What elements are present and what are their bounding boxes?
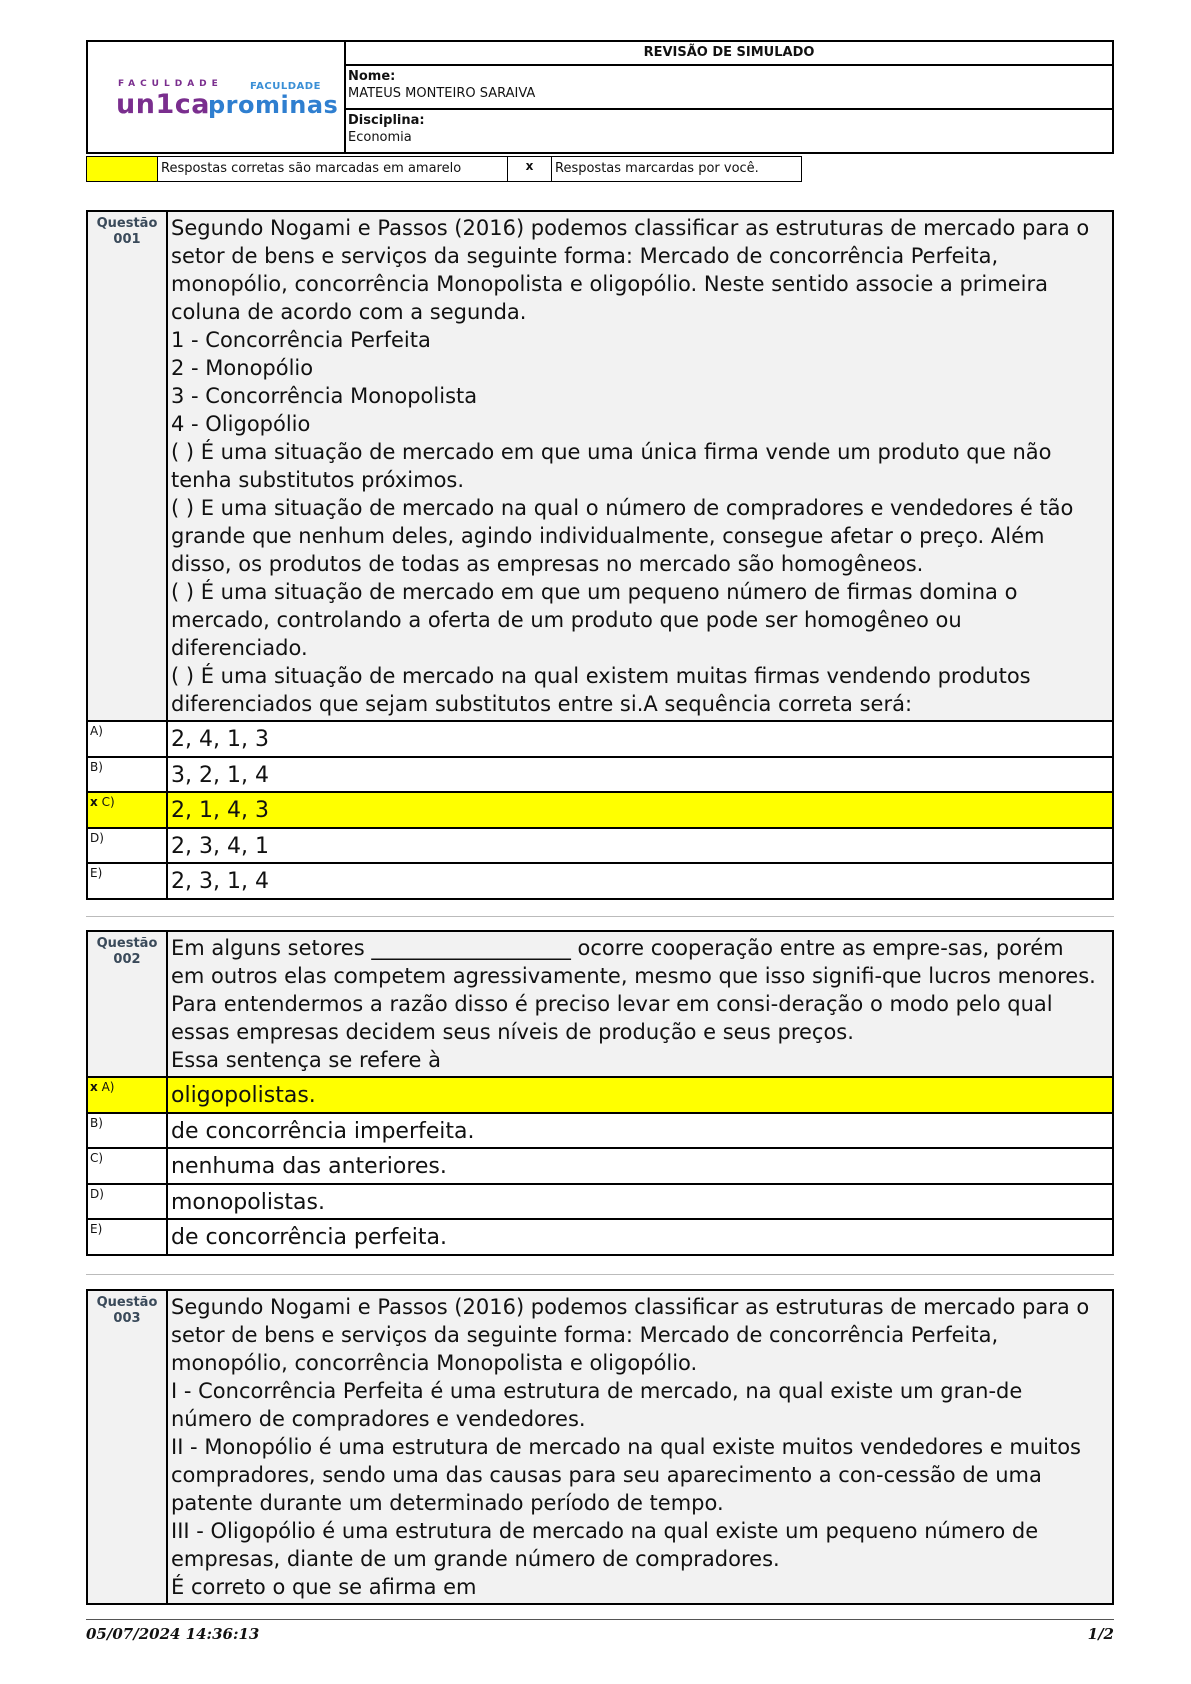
question-003 (86, 1289, 1114, 1605)
footer-page-number: 1/2 (1087, 1625, 1114, 1643)
option-letter (88, 1149, 168, 1183)
option-letter (88, 1185, 168, 1219)
question-number (88, 932, 168, 1076)
logo-unica-text: un1ca (116, 89, 210, 120)
question-number (88, 212, 168, 720)
question-line: Segundo Nogami e Passos (2016) podemos classificar as estruturas de mercado para o (171, 1295, 1090, 1319)
option-letter (88, 829, 168, 863)
question-header (88, 932, 1112, 1076)
question-line: 3 - Concorrência Monopolista (171, 384, 478, 408)
legend-yours-text: Respostas marcardas por você. (552, 156, 802, 182)
answer-legend (86, 156, 802, 182)
question-header (88, 212, 1112, 720)
logo-faculdade-text: FACULDADE (118, 79, 223, 89)
question-label: Questão (96, 1295, 158, 1310)
option-letter-text: D) (90, 1186, 104, 1201)
option-text: nenhuma das anteriores. (171, 1154, 447, 1180)
discipline-row (346, 108, 1112, 152)
question-line: grande que nenhum deles, agindo individualmente, consegue afetar o preço. Além (171, 524, 1045, 548)
option-text: oligopolistas. (171, 1083, 316, 1108)
option-letter-text: D) (90, 830, 104, 845)
option-letter (88, 758, 168, 792)
question-line: setor de bens e serviços da seguinte forma: Mercado de concorrência Perfeita, (171, 244, 999, 268)
selected-mark: x (90, 1080, 98, 1094)
question-text (168, 932, 1112, 1076)
option-d[interactable] (88, 827, 1112, 863)
question-number-value: 003 (113, 1311, 141, 1326)
question-line: ( ) É uma situação de mercado em que um pequeno número de firmas domina o (171, 580, 1018, 604)
option-c[interactable] (88, 1147, 1112, 1183)
legend-marker: x (508, 156, 552, 182)
question-line: diferenciado. (171, 636, 308, 660)
legend-yellow-swatch (86, 156, 158, 182)
question-002 (86, 930, 1114, 1256)
option-letter (88, 1114, 168, 1148)
option-text: 3, 2, 1, 4 (171, 762, 269, 788)
option-letter-text: E) (90, 866, 103, 881)
option-text: 2, 4, 1, 3 (171, 727, 269, 752)
question-line: diferenciados que sejam substitutos entre si.A sequência correta será: (171, 692, 913, 716)
question-divider (86, 1274, 1114, 1275)
option-letter-text: A) (101, 1080, 115, 1094)
legend-correct-text: Respostas corretas são marcadas em amarelo (158, 156, 508, 182)
option-letter-text: C) (90, 1151, 104, 1166)
question-line: em outros elas competem agressivamente, mesmo que isso signifi-que lucros menores. (171, 964, 1096, 988)
option-letter (88, 1078, 168, 1112)
question-line: monopólio, concorrência Monopolista e oligopólio. (171, 1351, 698, 1375)
question-line: Essa sentença se refere à (171, 1048, 441, 1072)
option-c[interactable] (88, 791, 1112, 827)
question-label: Questão (96, 216, 158, 231)
name-label: Nome: (348, 69, 396, 84)
question-text (168, 1291, 1112, 1603)
option-e[interactable] (88, 1218, 1112, 1254)
question-number-value: 002 (113, 952, 141, 967)
question-line: Segundo Nogami e Passos (2016) podemos classificar as estruturas de mercado para o (171, 216, 1090, 240)
question-line: 1 - Concorrência Perfeita (171, 328, 431, 352)
name-value: MATEUS MONTEIRO SARAIVA (348, 86, 536, 101)
logo-prominas-text: prominas (208, 91, 339, 119)
option-a[interactable] (88, 1076, 1112, 1112)
option-text: de concorrência imperfeita. (171, 1118, 475, 1144)
option-b[interactable] (88, 1112, 1112, 1148)
exam-header (86, 40, 1114, 154)
selected-mark: x (90, 795, 98, 810)
question-line: mercado, controlando a oferta de um produto que pode ser homogêneo ou (171, 608, 962, 632)
question-line: III - Oligopólio é uma estrutura de mercado na qual existe um pequeno número de (171, 1519, 1039, 1543)
question-line: ( ) É uma situação de mercado em que uma única firma vende um produto que não (171, 440, 1052, 464)
discipline-label: Disciplina: (348, 113, 425, 128)
question-number-value: 001 (113, 232, 141, 247)
question-line: É correto o que se afirma em (171, 1575, 477, 1599)
option-letter-text: B) (90, 759, 103, 774)
option-letter-text: A) (90, 724, 103, 738)
question-line: II - Monopólio é uma estrutura de mercado na qual existe muitos vendedores e muitos (171, 1435, 1081, 1459)
option-letter (88, 793, 168, 827)
question-line: coluna de acordo com a segunda. (171, 300, 527, 324)
question-header (88, 1291, 1112, 1603)
question-line: 4 - Oligopólio (171, 412, 311, 436)
option-a[interactable] (88, 720, 1112, 756)
question-line: número de compradores e vendedores. (171, 1407, 586, 1431)
option-text: monopolistas. (171, 1189, 325, 1215)
question-line: patente durante um determinado período de tempo. (171, 1491, 724, 1515)
logo-faculdade-text-2: FACULDADE (250, 81, 321, 92)
option-text: 2, 1, 4, 3 (171, 798, 269, 824)
institution-logo (88, 42, 346, 152)
question-line: setor de bens e serviços da seguinte forma: Mercado de concorrência Perfeita, (171, 1323, 999, 1347)
option-letter-text: B) (90, 1115, 103, 1130)
option-b[interactable] (88, 756, 1112, 792)
question-line: ( ) E uma situação de mercado na qual o número de compradores e vendedores é tão (171, 496, 1074, 520)
question-line: Em alguns setores ___________________ ocorre cooperação entre as empre-sas, porém (171, 936, 1064, 960)
question-divider (86, 916, 1114, 917)
header-info (346, 42, 1112, 152)
question-line: 2 - Monopólio (171, 356, 314, 380)
discipline-value: Economia (348, 130, 412, 145)
question-001 (86, 210, 1114, 900)
question-line: disso, os produtos de todas as empresas no mercado são homogêneos. (171, 552, 924, 576)
question-line: essas empresas decidem seus níveis de produção e seus preços. (171, 1020, 854, 1044)
option-letter (88, 722, 168, 756)
question-line: monopólio, concorrência Monopolista e oligopólio. Neste sentido associe a primeira (171, 272, 1048, 296)
question-number (88, 1291, 168, 1603)
option-letter-text: E) (90, 1222, 103, 1237)
option-e[interactable] (88, 862, 1112, 898)
option-text: 2, 3, 1, 4 (171, 869, 269, 895)
question-line: compradores, sendo uma das causas para seu aparecimento a con-cessão de uma (171, 1463, 1042, 1487)
page-title: REVISÃO DE SIMULADO (346, 42, 1112, 66)
question-line: tenha substitutos próximos. (171, 468, 465, 492)
footer-divider (86, 1619, 1114, 1620)
question-line: empresas, diante de um grande número de compradores. (171, 1547, 780, 1571)
question-line: I - Concorrência Perfeita é uma estrutura de mercado, na qual existe um gran-de (171, 1379, 1023, 1403)
option-letter (88, 864, 168, 898)
option-text: de concorrência perfeita. (171, 1225, 447, 1251)
option-letter (88, 1220, 168, 1254)
student-name-row (346, 66, 1112, 108)
question-line: ( ) É uma situação de mercado na qual existem muitas firmas vendendo produtos (171, 664, 1031, 688)
footer-datetime: 05/07/2024 14:36:13 (86, 1625, 260, 1643)
option-text: 2, 3, 4, 1 (171, 833, 269, 859)
option-letter-text: C) (101, 795, 115, 810)
option-d[interactable] (88, 1183, 1112, 1219)
question-label: Questão (96, 936, 158, 951)
question-text (168, 212, 1112, 720)
question-line: Para entendermos a razão disso é preciso levar em consi-deração o modo pelo qual (171, 992, 1053, 1016)
